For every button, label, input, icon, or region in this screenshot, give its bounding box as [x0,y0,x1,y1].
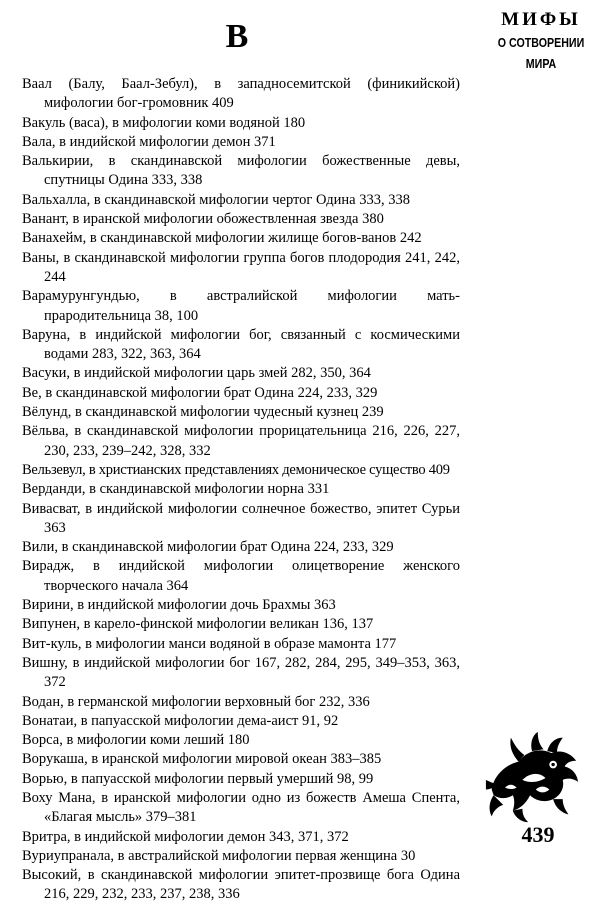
index-entry: Ваал (Балу, Баал-Зебул), в западносемитской (финикийской) мифологии бог-громовник 409 [22,76,460,112]
index-entry: Ворью, в папуасской мифологии первый умерший 98, 99 [22,770,374,787]
page-number: 439 [521,822,555,847]
index-entry: Вуриупранала, в австралийской мифологии первая женщина 30 [22,847,416,864]
index-entry: Вёлунд, в скандинавской мифологии чудесный кузнец 239 [22,404,384,421]
index-entry: Варамурунгундью, в австралийской мифологии мать-прародительница 38, 100 [22,288,460,324]
index-entry: Вирадж, в индийской мифологии олицетворение женского творческого начала 364 [22,558,460,594]
index-entry: Вальхалла, в скандинавской мифологии чертог Одина 333, 338 [22,191,410,208]
index-entry: Ваны, в скандинавской мифологии группа богов плодородия 241, 242, 244 [22,249,460,285]
index-entry: Вивасват, в индийской мифологии солнечное божество, эпитет Сурьи 363 [22,500,460,536]
index-entry: Вакуль (васа), в мифологии коми водяной 180 [22,114,306,131]
index-entry: Вритра, в индийской мифологии демон 343, 371, 372 [22,828,349,845]
index-entries [22,75,460,905]
index-entry: Вельзевул, в христианских представлениях демоническое существо 409 [22,461,450,478]
index-entry: Вишну, в индийской мифологии бог 167, 282, 284, 295, 349–353, 363, 372 [22,654,460,691]
index-entry: Васуки, в индийской мифологии царь змей 282, 350, 364 [22,365,371,382]
book-title-line-1: МИФЫ [501,9,581,30]
index-entry: Валькирии, в скандинавской мифологии божественные девы, спутницы Одина 333, 338 [22,153,460,189]
section-letter: В [225,18,249,55]
index-entry: Ванант, в иранской мифологии обожествленная звезда 380 [22,211,384,228]
index-entry: Вит-куль, в мифологии манси водяной в образе мамонта 177 [22,635,397,652]
index-entry: Ве, в скандинавской мифологии брат Одина 224, 233, 329 [22,384,378,401]
dragon-icon [484,730,580,826]
index-entry: Водан, в германской мифологии верховный бог 232, 336 [22,693,370,710]
index-entry: Вала, в индийской мифологии демон 371 [22,133,276,150]
book-title-line-3: МИРА [525,56,557,71]
index-entry: Верданди, в скандинавской мифологии норна 331 [22,481,330,498]
book-title-line-2: О СОТВОРЕНИИ [497,35,585,50]
index-entry: Вёльва, в скандинавской мифологии прорицательница 216, 226, 227, 230, 233, 239–242, 328, 332 [22,423,460,459]
index-entry: Ворукаша, в иранской мифологии мировой океан 383–385 [22,751,382,768]
index-entry: Вонатаи, в папуасской мифологии дема-аист 91, 92 [22,712,339,729]
index-entry: Ванахейм, в скандинавской мифологии жилище богов-ванов 242 [22,230,422,247]
index-entry: Вили, в скандинавской мифологии брат Одина 224, 233, 329 [22,539,394,556]
index-entry: Высокий, в скандинавской мифологии эпитет-прозвище бога Одина 216, 229, 232, 233, 237, 238, 336 [22,867,460,903]
book-title [482,8,600,74]
index-entry: Варуна, в индийской мифологии бог, связанный с космическими водами 283, 322, 363, 364 [22,326,460,363]
index-entry: Ворса, в мифологии коми леший 180 [22,732,250,749]
index-entry: Вирини, в индийской мифологии дочь Брахмы 363 [22,597,336,614]
index-entry: Воху Мана, в иранской мифологии одно из божеств Амеша Спента, «Благая мысль» 379–381 [22,789,460,826]
index-entry: Випунен, в карело-финской мифологии великан 136, 137 [22,616,374,633]
